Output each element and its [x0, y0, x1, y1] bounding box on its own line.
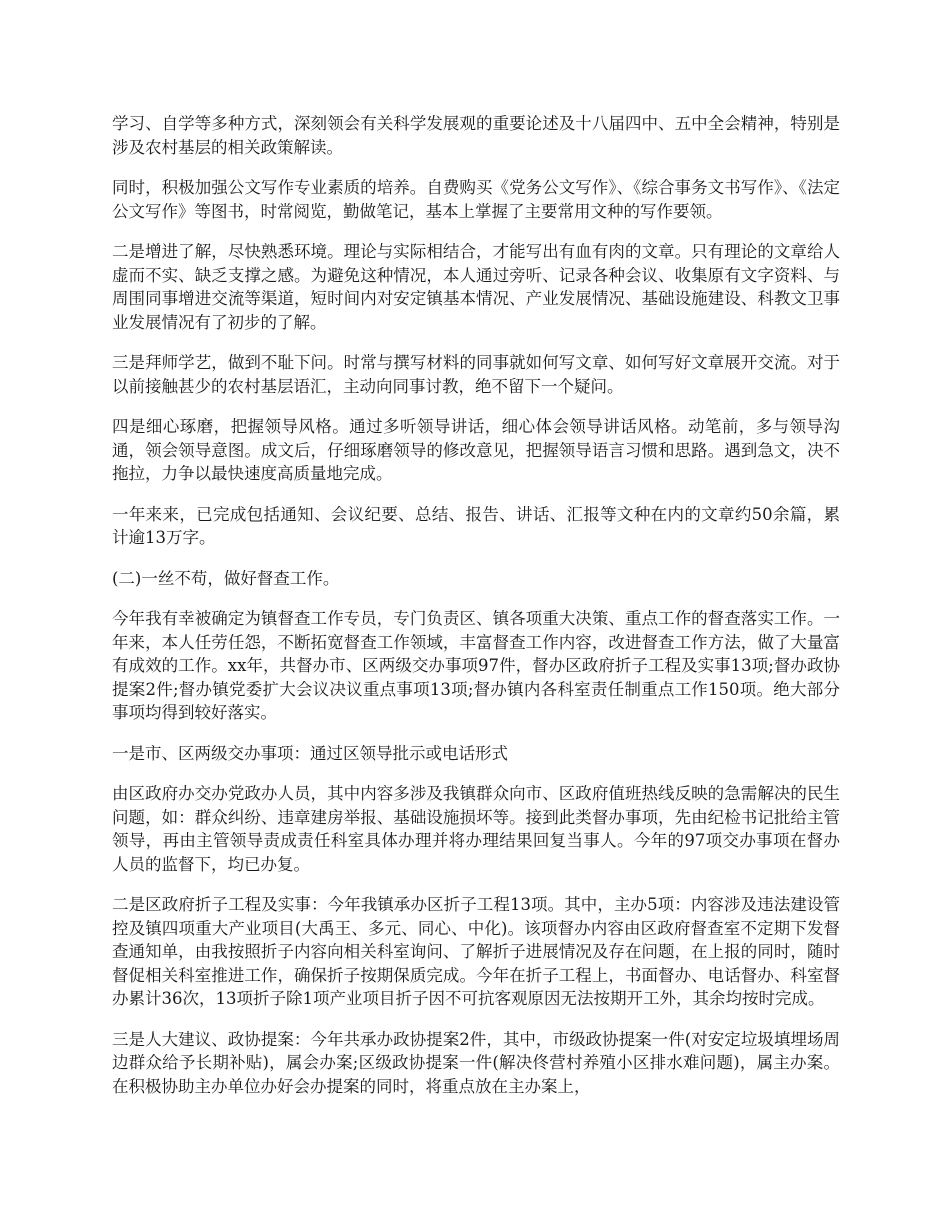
paragraph-understanding-environment: 二是增进了解，尽快熟悉环境。理论与实际相结合，才能写出有血有肉的文章。只有理论的文章给人虚而不实、缺乏支撑之感。为避免这种情况，本人通过旁听、记录各种会议、收集原有文字资料、与周围同事增进交流等渠道，短时间内对安定镇基本情况、产业发展情况、基础设施建设、科教文卫事业发展情况有了初步的了解。: [112, 242, 840, 332]
paragraph-learning-from-colleagues: 三是拜师学艺，做到不耻下问。时常与撰写材料的同事就如何写文章、如何写好文章展开交流。对于以前接触甚少的农村基层语汇，主动向同事讨教，绝不留下一个疑问。: [112, 353, 840, 396]
paragraph-complaint-handling: 由区政府办交办党政办人员，其中内容多涉及我镇群众向市、区政府值班热线反映的急需解决的民生问题，如：群众纠纷、违章建房举报、基础设施损坏等。接到此类督办事项，先由纪检书记批给主管领导，再由主管领导责成责任科室具体办理并将办理结果回复当事人。今年的97项交办事项在督办人员的监督下，均已办复。: [112, 784, 840, 874]
document-body: [112, 112, 840, 1115]
paragraph-annual-output: 一年来来，已完成包括通知、会议纪要、总结、报告、讲话、汇报等文种在内的文章约50余篇，累计逾13万字。: [112, 504, 840, 547]
paragraph-study-methods: 学习、自学等多种方式，深刻领会有关科学发展观的重要论述及十八届四中、五中全会精神，特别是涉及农村基层的相关政策解读。: [112, 114, 840, 157]
paragraph-leadership-style: 四是细心琢磨，把握领导风格。通过多听领导讲话，细心体会领导讲话风格。动笔前，多与领导沟通，领会领导意图。成文后，仔细琢磨领导的修改意见，把握领导语言习惯和思路。遇到急文，决不拖拉，力争以最快速度高质量地完成。: [112, 417, 840, 483]
paragraph-proposals: 三是人大建议、政协提案：今年共承办政协提案2件，其中，市级政协提案一件(对安定垃圾填埋场周边群众给予长期补贴)，属会办案;区级政协提案一件(解决佟营村养殖小区排水难问题)，属主办案。在积极协助主办单位办好会办提案的同时，将重点放在主办案上，: [112, 1029, 840, 1096]
section-heading-supervision: (二)一丝不苟，做好督查工作。: [112, 568, 340, 588]
paragraph-writing-skills: 同时，积极加强公文写作专业素质的培养。自费购买《党务公文写作》、《综合事务文书写作》、《法定公文写作》等图书，时常阅览，勤做笔记，基本上掌握了主要常用文种的写作要领。: [112, 178, 840, 221]
paragraph-district-projects: 二是区政府折子工程及实事：今年我镇承办区折子工程13项。其中，主办5项：内容涉及违法建设管控及镇四项重大产业项目(大禹王、多元、同心、中化)。该项督办内容由区政府督查室不定期下发督查通知单，由我按照折子内容向相关科室询问、了解折子进展情况及存在问题，在上报的同时，随时督促相关科室推进工作，确保折子按期保质完成。今年在折子工程上，书面督办、电话督办、科室督办累计36次，13项折子除1项产业项目折子因不可抗客观原因无法按期开工外，其余均按时完成。: [112, 895, 840, 1008]
paragraph-supervision-overview: 今年我有幸被确定为镇督查工作专员，专门负责区、镇各项重大决策、重点工作的督查落实工作。一年来，本人任劳任怨，不断拓宽督查工作领域，丰富督查工作内容，改进督查工作方法，做了大量富有成效的工作。xx年，共督办市、区两级交办事项97件，督办区政府折子工程及实事13项;督办政协提案2件;督办镇党委扩大会议决议重点事项13项;督办镇内各科室责任制重点工作150项。绝大部分事项均得到较好落实。: [112, 609, 840, 722]
paragraph-city-district-items: 一是市、区两级交办事项：通过区领导批示或电话形式: [112, 743, 508, 763]
